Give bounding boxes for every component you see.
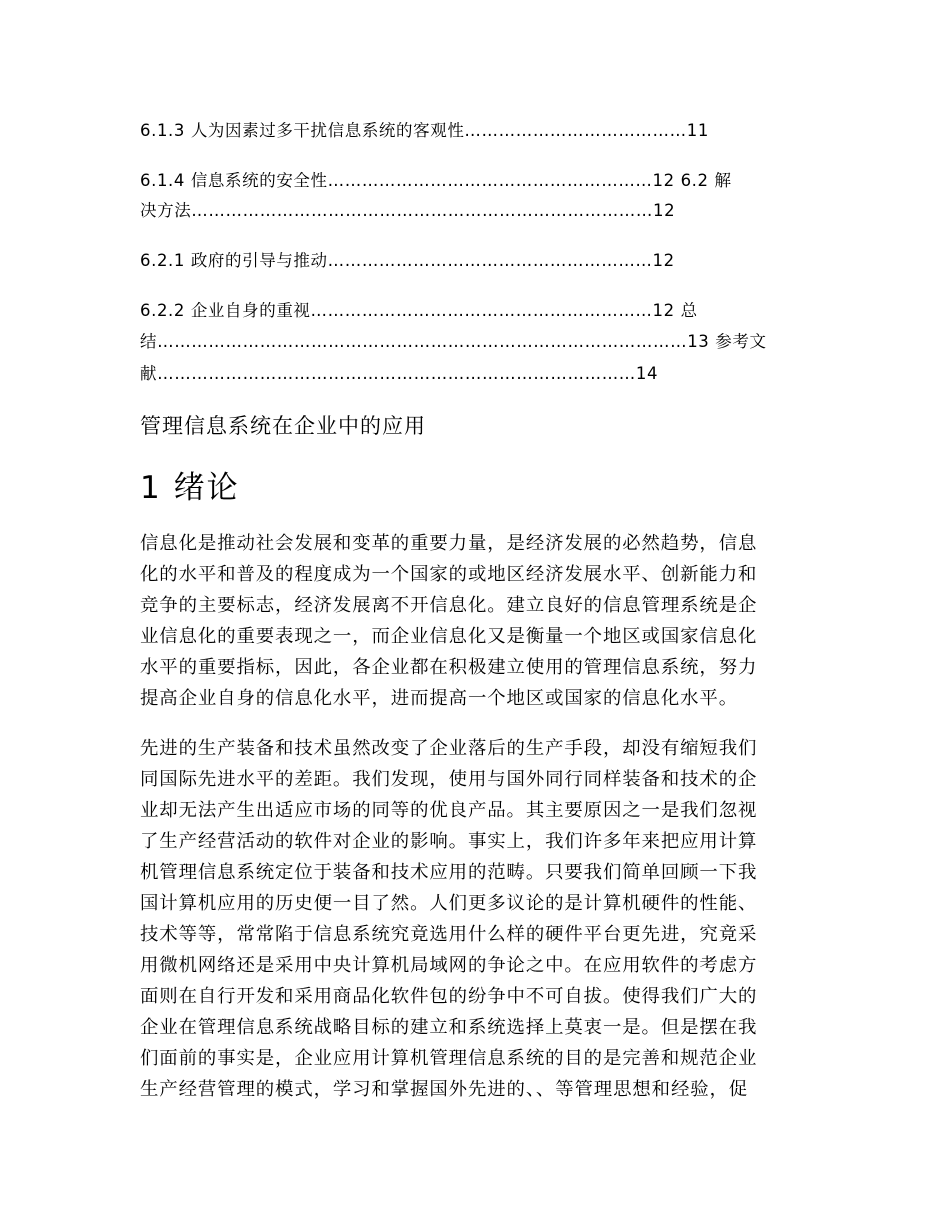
paragraph-line: 技术等等，常常陷于信息系统究竟选用什么样的硬件平台更先进，究竟采	[140, 924, 758, 945]
paragraph-line: 业却无法产生出适应市场的同等的优良产品。其主要原因之一是我们忽视	[140, 800, 758, 821]
paragraph-line: 信息化是推动社会发展和变革的重要力量，是经济发展的必然趋势，信息	[140, 533, 758, 554]
paragraph-line: 先进的生产装备和技术虽然改变了企业落后的生产手段，却没有缩短我们	[140, 738, 758, 759]
paragraph-line: 同国际先进水平的差距。我们发现，使用与国外同行同样装备和技术的企	[140, 769, 758, 790]
chapter-heading: 1 绪论	[140, 470, 240, 506]
paragraph-line: 面则在自行开发和采用商品化软件包的纷争中不可自拔。使得我们广大的	[140, 986, 758, 1007]
toc-entry-6-2: 决方法………………………………………………………………………12	[140, 201, 676, 220]
paragraph-line: 了生产经营活动的软件对企业的影响。事实上，我们许多年来把应用计算	[140, 831, 758, 852]
toc-entry-6-2-2: 6.2.2 企业自身的重视……………………………………………………12 总	[140, 301, 698, 320]
paragraph-line: 水平的重要指标，因此，各企业都在积极建立使用的管理信息系统，努力	[140, 657, 758, 678]
toc-entry-summary: 结…………………………………………………………………………………13 参考文	[140, 332, 767, 351]
paragraph-line: 企业在管理信息系统战略目标的建立和系统选择上莫衷一是。但是摆在我	[140, 1017, 758, 1038]
paragraph-line: 生产经营管理的模式，学习和掌握国外先进的、、等管理思想和经验，促	[140, 1079, 749, 1100]
paragraph-line: 用微机网络还是采用中央计算机局域网的争论之中。在应用软件的考虑方	[140, 955, 758, 976]
toc-entry-6-1-3: 6.1.3 人为因素过多干扰信息系统的客观性…………………………………11	[140, 121, 709, 140]
paragraph-line: 机管理信息系统定位于装备和技术应用的范畴。只要我们简单回顾一下我	[140, 862, 758, 883]
paragraph-line: 们面前的事实是，企业应用计算机管理信息系统的目的是完善和规范企业	[140, 1048, 758, 1069]
toc-entry-6-2-1: 6.2.1 政府的引导与推动…………………………………………………12	[140, 251, 675, 270]
document-title: 管理信息系统在企业中的应用	[140, 414, 426, 438]
toc-entry-6-1-4: 6.1.4 信息系统的安全性…………………………………………………12 6.2 解	[140, 171, 732, 190]
paragraph-line: 国计算机应用的历史便一目了然。人们更多议论的是计算机硬件的性能、	[140, 893, 758, 914]
toc-entry-references: 献…………………………………………………………………………14	[140, 364, 659, 383]
paragraph-line: 业信息化的重要表现之一，而企业信息化又是衡量一个地区或国家信息化	[140, 626, 758, 647]
paragraph-line: 提高企业自身的信息化水平，进而提高一个地区或国家的信息化水平。	[140, 688, 739, 709]
paragraph-line: 竞争的主要标志，经济发展离不开信息化。建立良好的信息管理系统是企	[140, 595, 758, 616]
paragraph-line: 化的水平和普及的程度成为一个国家的或地区经济发展水平、创新能力和	[140, 564, 758, 585]
